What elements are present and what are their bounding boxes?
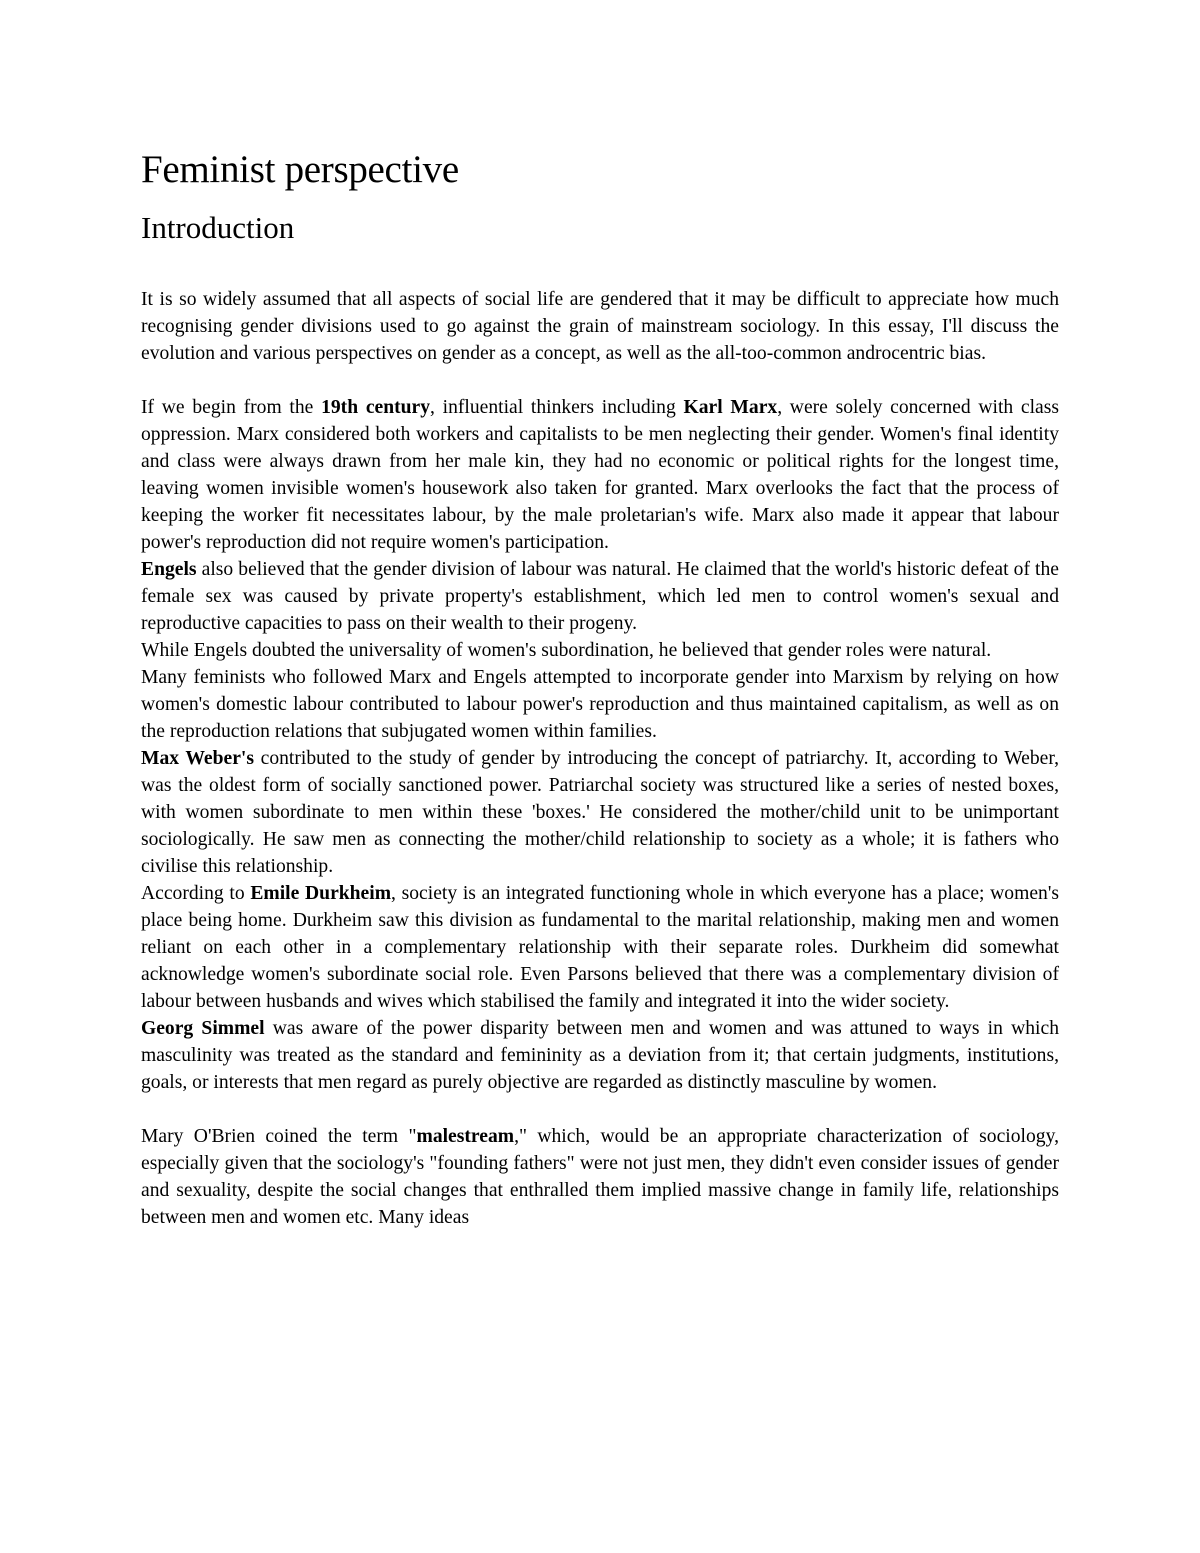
text-run: According to (141, 883, 251, 904)
document-title: Feminist perspective (141, 148, 459, 191)
text-run: ," which, would be an appropriate characterization of sociology, especially given that the sociology's "founding fathers" were not just men, they didn't even consider issues of gender and sexuality, despite the social changes that enthralled them implied massive change in family life, relationships between men and women etc. Many ideas (141, 1126, 1059, 1228)
text-run: , were solely concerned with class oppression. Marx considered both workers and capitalists to be men neglecting their gender. Women's final identity and class were always drawn from her male kin, they had no economic or political rights for the longest time, leaving women invisible women's housework also taken for granted. Marx overlooks the fact that the process of keeping the worker fit necessitates labour, by the male proletarian's wife. Marx also made it appear that labour power's reproduction did not require women's participation. (141, 397, 1059, 553)
text-run: , influential thinkers including (430, 397, 684, 418)
paragraph-engels-doubt: While Engels doubted the universality of women's subordination, he believed that gender roles were natural. (141, 640, 992, 661)
paragraph-simmel (141, 1015, 1059, 1096)
text-run: If we begin from the (141, 397, 322, 418)
text-run: Mary O'Brien coined the term " (141, 1126, 417, 1147)
bold-term-max-weber: Max Weber's (141, 748, 254, 769)
text-run: was aware of the power disparity between men and women and was attuned to ways in which masculinity was treated as the standard and femininity as a deviation from it; that certain judgments, institutions, goals, or interests that men regard as purely objective are regarded as distinctly masculine by women. (141, 1018, 1059, 1093)
paragraph-durkheim (141, 880, 1059, 1015)
text-run: contributed to the study of gender by introducing the concept of patriarchy. It, according to Weber, was the oldest form of socially sanctioned power. Patriarchal society was structured like a series of nested boxes, with women subordinate to men within these 'boxes.' He considered the mother/child unit to be unimportant sociologically. He saw men as connecting the mother/child relationship to society as a whole; it is fathers who civilise this relationship. (141, 748, 1059, 877)
paragraph-weber (141, 745, 1059, 880)
bold-term-19th-century: 19th century (321, 397, 431, 418)
section-heading-introduction: Introduction (141, 210, 295, 245)
paragraph-feminists: Many feminists who followed Marx and Engels attempted to incorporate gender into Marxism by relying on how women's domestic labour contributed to labour power's reproduction and thus maintained capitalism, as well as on the reproduction relations that subjugated women within families. (141, 667, 1059, 742)
bold-term-emile-durkheim: Emile Durkheim (250, 883, 392, 904)
bold-term-karl-marx: Karl Marx (683, 397, 778, 418)
paragraph-intro: It is so widely assumed that all aspects of social life are gendered that it may be difficult to appreciate how much recognising gender divisions used to go against the grain of mainstream sociology. In this essay, I'll discuss the evolution and various perspectives on gender as a concept, as well as the all-too-common androcentric bias. (141, 289, 1059, 364)
text-run: also believed that the gender division of labour was natural. He claimed that the world's historic defeat of the female sex was caused by private property's establishment, which led men to control women's sexual and reproductive capacities to pass on their wealth to their progeny. (141, 559, 1059, 634)
document-body (141, 140, 1059, 1231)
text-run: , society is an integrated functioning whole in which everyone has a place; women's place being home. Durkheim saw this division as fundamental to the marital relationship, making men and women reliant on each other in a complementary relationship with their separate roles. Durkheim did somewhat acknowledge women's subordinate social role. Even Parsons believed that there was a complementary division of labour between husbands and wives which stabilised the family and integrated it into the wider society. (141, 883, 1059, 1012)
bold-term-engels: Engels (141, 559, 197, 580)
paragraph-marx (141, 394, 1059, 556)
bold-term-georg-simmel: Georg Simmel (141, 1018, 265, 1039)
paragraph-engels (141, 556, 1059, 637)
bold-term-malestream: malestream (416, 1126, 515, 1147)
paragraph-malestream (141, 1123, 1059, 1231)
